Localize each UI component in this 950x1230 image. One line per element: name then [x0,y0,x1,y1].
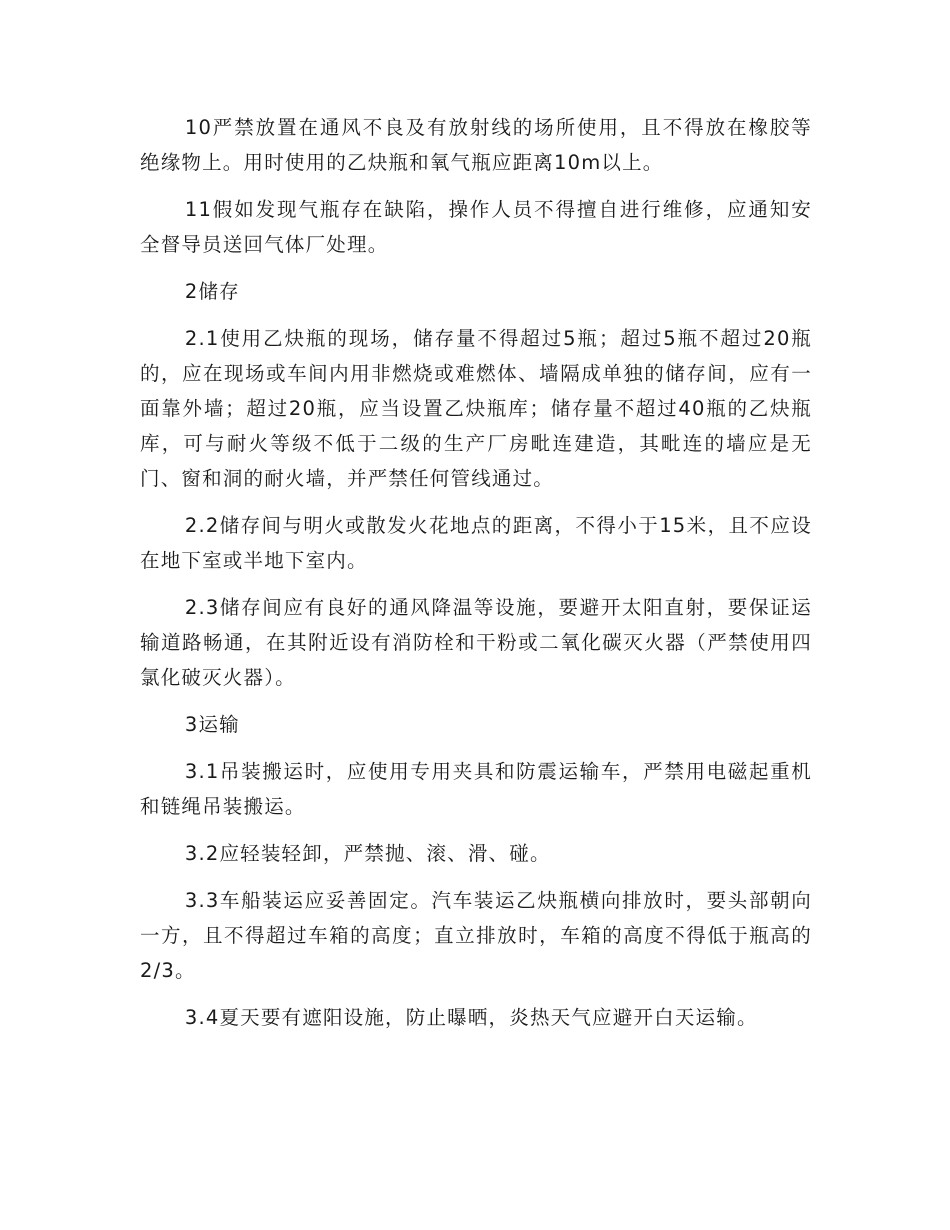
section-heading-transport: 3运输 [184,713,240,736]
paragraph-item-2-2: 2.2储存间与明火或散发火花地点的距离，不得小于15米，且不应设在地下室或半地下室内。 [140,514,812,572]
paragraph-item-11: 11假如发现气瓶存在缺陷，操作人员不得擅自进行维修，应通知安全督导员送回气体厂处理。 [140,198,812,256]
paragraph-item-2-3: 2.3储存间应有良好的通风降温等设施，要避开太阳直射，要保证运输道路畅通，在其附近设有消防栓和干粉或二氧化碳灭火器（严禁使用四氯化破灭火器）。 [140,596,812,689]
paragraph-item-3-1: 3.1吊装搬运时，应使用专用夹具和防震运输车，严禁用电磁起重机和链绳吊装搬运。 [140,760,812,818]
paragraph-item-2-1: 2.1使用乙炔瓶的现场，储存量不得超过5瓶；超过5瓶不超过20瓶的，应在现场或车间内用非燃烧或难燃体、墙隔成单独的储存间，应有一面靠外墙；超过20瓶，应当设置乙炔瓶库；储存量不超过40瓶的乙炔瓶库，可与耐火等级不低于二级的生产厂房毗连建造，其毗连的墙应是无门、窗和洞的耐火墙，并严禁任何管线通过。 [140,327,812,490]
paragraph-item-10: 10严禁放置在通风不良及有放射线的场所使用，且不得放在橡胶等绝缘物上。用时使用的乙炔瓶和氧气瓶应距离10m以上。 [140,116,812,174]
paragraph-item-3-3: 3.3车船装运应妥善固定。汽车装运乙炔瓶横向排放时，要头部朝向一方，且不得超过车箱的高度；直立排放时，车箱的高度不得低于瓶高的2/3。 [140,889,812,982]
paragraph-item-3-2: 3.2应轻装轻卸，严禁抛、滚、滑、碰。 [184,842,551,865]
document-body [140,110,812,1047]
section-heading-storage: 2储存 [184,280,240,303]
paragraph-item-3-4: 3.4夏天要有遮阳设施，防止曝晒，炎热天气应避开白天运输。 [184,1006,758,1029]
